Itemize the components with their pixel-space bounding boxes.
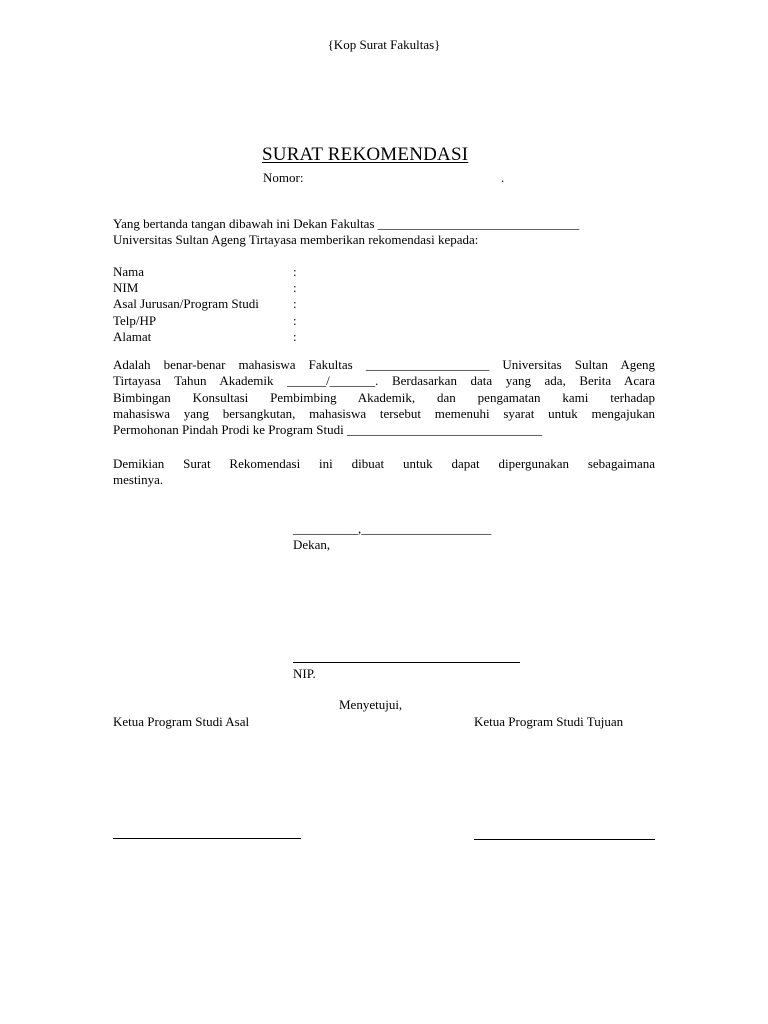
field-label-asal-jurusan: Asal Jurusan/Program Studi [113,296,259,311]
paragraph-line: Adalah benar-benar mahasiswa Fakultas ___________________ Universitas Sultan Ageng [113,357,655,372]
origin-head-signature-line [113,838,301,839]
nomor-label: Nomor: [263,170,304,185]
field-colon: : [293,329,297,344]
field-label-alamat: Alamat [113,329,152,344]
dean-position: Dekan, [293,537,331,552]
field-colon: : [293,280,297,295]
statement-paragraph [113,357,655,438]
intro-line-2: Universitas Sultan Ageng Tirtayasa memberikan rekomendasi kepada: [113,232,479,247]
nomor-dot: . [501,170,505,185]
paragraph-line: mahasiswa yang bersangkutan, mahasiswa tersebut memenuhi syarat untuk mengajukan [113,405,655,421]
paragraph-line: Demikian Surat Rekomendasi ini dibuat untuk dapat dipergunakan sebagaimana [113,456,655,471]
field-colon: : [293,264,297,279]
place-date-blank: __________,____________________ [293,521,492,536]
field-colon: : [293,313,297,328]
closing-paragraph [113,456,655,489]
destination-head-title: Ketua Program Studi Tujuan [474,714,624,729]
paragraph-line: Bimbingan Konsultasi Pembimbing Akademik, dan pengamatan kami terhadap [113,389,655,405]
field-label-nama: Nama [113,264,145,279]
field-label-telp: Telp/HP [113,313,157,328]
letterhead-placeholder: {Kop Surat Fakultas} [327,37,441,52]
document-title: SURAT REKOMENDASI [262,144,469,165]
intro-line-1: Yang bertanda tangan dibawah ini Dekan Fakultas _______________________________ [113,216,580,231]
approval-heading: Menyetujui, [339,697,403,712]
paragraph-line: Tirtayasa Tahun Akademik ______/_______. Berdasarkan data yang ada, Berita Acara [113,373,655,389]
origin-head-title: Ketua Program Studi Asal [113,714,250,729]
field-colon: : [293,296,297,311]
dean-nip-label: NIP. [293,666,316,681]
dean-signature-line [293,662,520,663]
field-label-nim: NIM [113,280,139,295]
destination-head-signature-line [474,839,655,840]
paragraph-line: Permohonan Pindah Prodi ke Program Studi ______________________________ [113,422,542,438]
paragraph-line: mestinya. [113,472,164,488]
